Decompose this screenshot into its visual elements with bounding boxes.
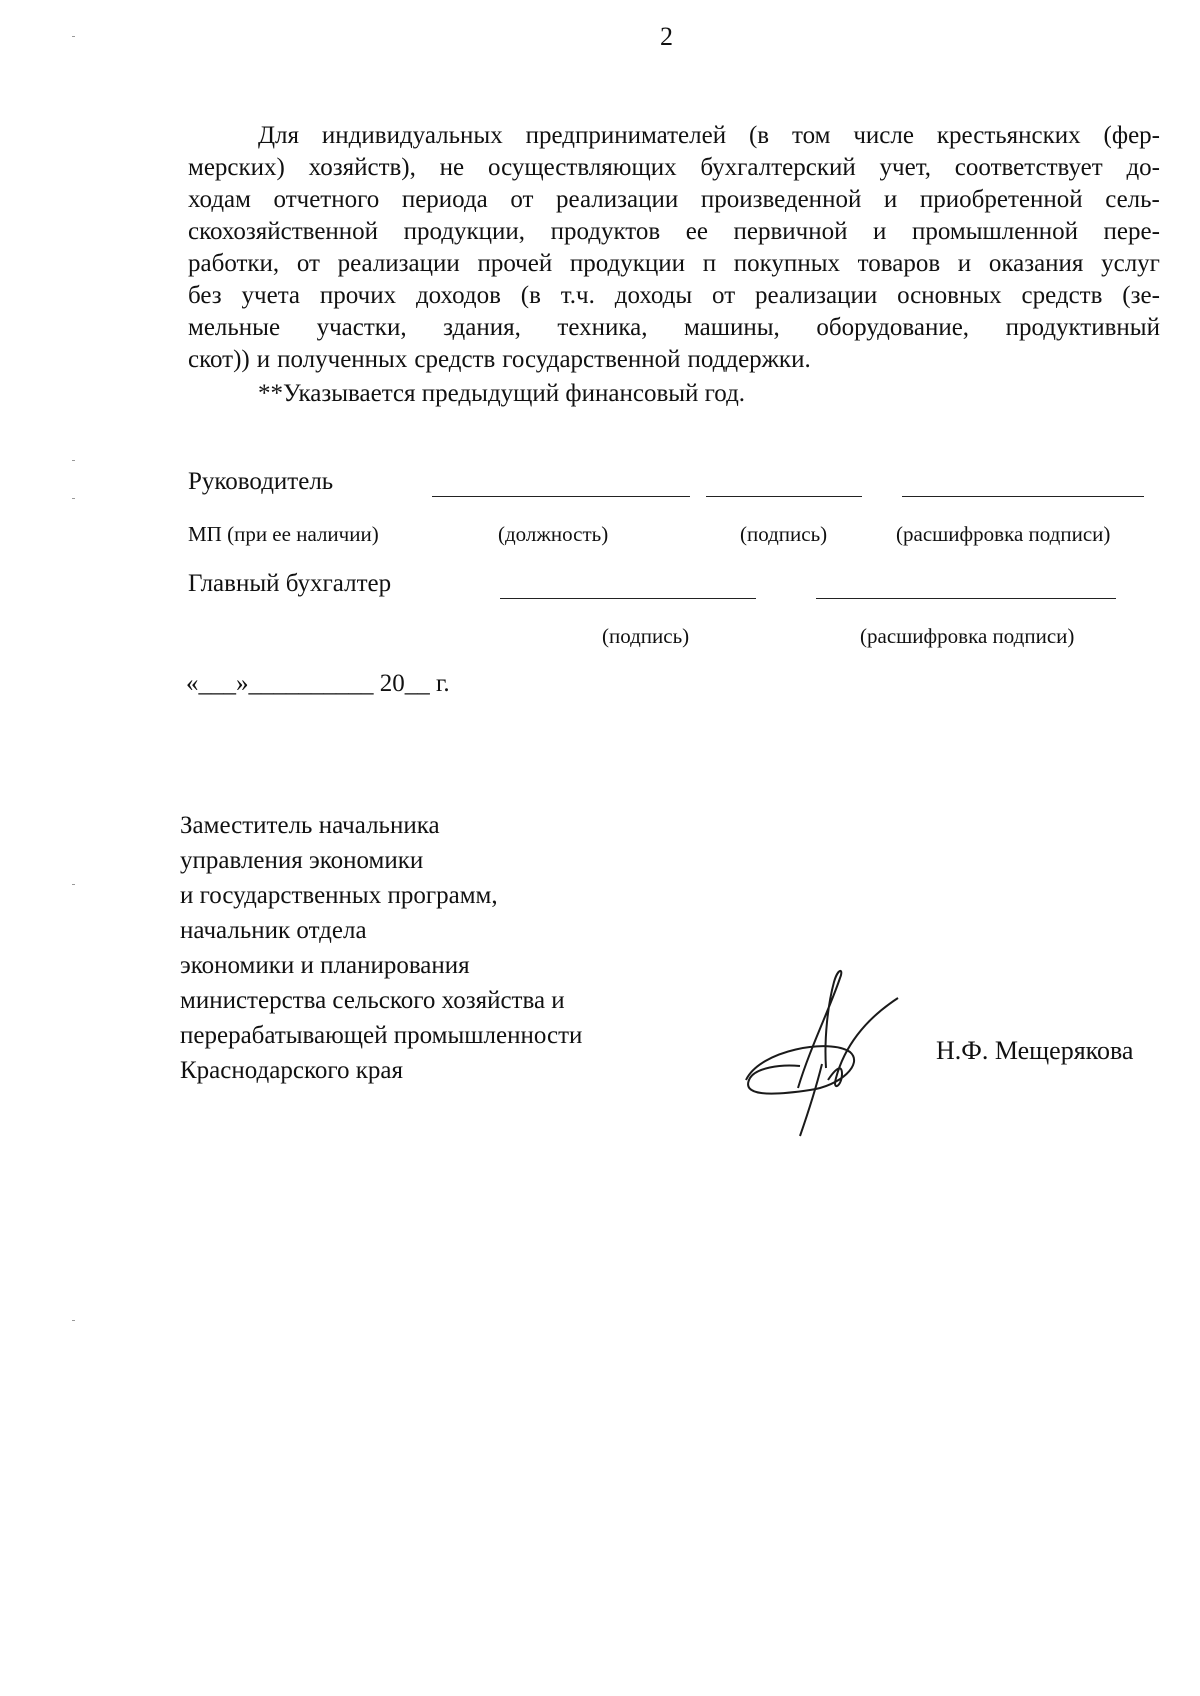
paragraph-line: [188, 344, 1160, 376]
paragraph-word: продуктов: [550, 218, 661, 245]
date-line: «___»__________ 20__ г.: [186, 670, 450, 697]
paragraph-line: [188, 312, 1160, 344]
paragraph-word: оборудование,: [816, 314, 970, 341]
paragraph-word: средств: [414, 346, 496, 373]
head-position-line: [432, 496, 690, 497]
stamp-label: МП (при ее наличии): [188, 522, 379, 546]
paragraph-word: и: [873, 218, 887, 245]
signer-title-line: и государственных программ,: [180, 882, 498, 909]
paragraph-word: работки,: [188, 250, 280, 277]
paragraph-word: (зе-: [1122, 282, 1160, 309]
paragraph-word: ходам: [188, 186, 251, 213]
paragraph-word: первичной: [733, 218, 848, 245]
paragraph-word: скохозяйственной: [188, 218, 379, 245]
paragraph-word: п: [702, 250, 717, 277]
accountant-decoding-caption: (расшифровка подписи): [860, 624, 1075, 648]
paragraph-word: продукции: [569, 250, 686, 277]
paragraph-word: скот)): [188, 346, 250, 373]
paragraph-line: [188, 280, 1160, 312]
paragraph-word: от: [510, 186, 534, 213]
paragraph-word: полученных: [277, 346, 408, 373]
paragraph-word: числе: [853, 122, 914, 149]
paragraph-word: крестьянских: [936, 122, 1081, 149]
paragraph-word: товаров: [857, 250, 941, 277]
paragraph-word: от: [712, 282, 736, 309]
paragraph-word: периода: [401, 186, 488, 213]
paragraph-word: пере-: [1103, 218, 1160, 245]
paragraph-word: осуществляющих: [487, 154, 677, 181]
signer-title-line: Заместитель начальника: [180, 812, 440, 839]
scan-speck: [72, 36, 75, 37]
paragraph-word: покупных: [733, 250, 840, 277]
signer-title-line: перерабатывающей промышленности: [180, 1022, 583, 1049]
footnote: **Указывается предыдущий финансовый год.: [258, 380, 746, 407]
accountant-label: Главный бухгалтер: [188, 570, 392, 597]
paragraph-word: государственной: [502, 346, 681, 373]
paragraph-word: прочей: [477, 250, 553, 277]
paragraph-word: участки,: [316, 314, 407, 341]
paragraph-word: и: [256, 346, 271, 373]
paragraph-word: техника,: [557, 314, 648, 341]
accountant-decoding-line: [816, 598, 1116, 599]
paragraph-word: (фер-: [1103, 122, 1160, 149]
accountant-signature-caption: (подпись): [602, 624, 690, 648]
paragraph-word: доходы: [614, 282, 693, 309]
paragraph-word: машины,: [684, 314, 780, 341]
paragraph-word: без: [188, 282, 222, 309]
paragraph-word: до-: [1126, 154, 1160, 181]
paragraph-line: [258, 120, 1160, 152]
scan-speck: [72, 884, 75, 885]
paragraph-word: реализации: [556, 186, 679, 213]
paragraph-word: учета: [241, 282, 301, 309]
paragraph-word: мерских): [188, 154, 285, 181]
head-signature-line: [706, 496, 862, 497]
paragraph-word: и: [883, 186, 898, 213]
paragraph-word: продукции,: [403, 218, 526, 245]
paragraph-word: от: [296, 250, 320, 277]
paragraph-word: оказания: [988, 250, 1084, 277]
paragraph-word: ее: [685, 218, 708, 245]
signer-title-line: начальник отдела: [180, 917, 367, 944]
paragraph-word: реализации: [755, 282, 878, 309]
paragraph-line: [188, 184, 1160, 216]
scan-speck: [72, 498, 75, 499]
paragraph-line: [188, 216, 1160, 248]
paragraph-word: учет,: [879, 154, 931, 181]
paragraph-word: бухгалтерский: [700, 154, 856, 181]
paragraph-word: Для: [258, 122, 300, 149]
paragraph-word: индивидуальных: [321, 122, 503, 149]
scan-speck: [72, 1320, 75, 1321]
paragraph-word: прочих: [319, 282, 397, 309]
accountant-signature-line: [500, 598, 756, 599]
head-signature-caption: (подпись): [740, 522, 828, 546]
head-label: Руководитель: [188, 468, 334, 495]
head-decoding-caption: (расшифровка подписи): [896, 522, 1111, 546]
signer-title-line: экономики и планирования: [180, 952, 470, 979]
paragraph-word: мельные: [188, 314, 281, 341]
paragraph-word: хозяйств),: [308, 154, 416, 181]
handwritten-signature: [740, 968, 910, 1138]
head-decoding-line: [902, 496, 1144, 497]
paragraph-word: основных: [897, 282, 1002, 309]
paragraph-word: средств: [1021, 282, 1103, 309]
paragraph-word: отчетного: [273, 186, 380, 213]
paragraph-word: реализации: [337, 250, 460, 277]
paragraph-word: приобретенной: [919, 186, 1083, 213]
paragraph-line: [188, 152, 1160, 184]
paragraph-word: промышленной: [911, 218, 1078, 245]
paragraph-line: [188, 248, 1160, 280]
page-number: 2: [660, 22, 673, 51]
paragraph-word: поддержки.: [687, 346, 811, 373]
paragraph-word: здания,: [443, 314, 521, 341]
paragraph-word: том: [792, 122, 831, 149]
scan-speck: [72, 460, 75, 461]
signer-title-line: министерства сельского хозяйства и: [180, 987, 565, 1014]
paragraph-word: (в: [748, 122, 770, 149]
paragraph-word: не: [439, 154, 465, 181]
paragraph-word: предпринимателей: [525, 122, 727, 149]
paragraph-word: и: [957, 250, 972, 277]
paragraph-word: произведенной: [700, 186, 862, 213]
signer-name: Н.Ф. Мещерякова: [936, 1036, 1134, 1065]
paragraph-word: продуктивный: [1005, 314, 1160, 341]
paragraph-word: сель-: [1105, 186, 1160, 213]
paragraph-word: т.ч.: [560, 282, 595, 309]
paragraph-word: соответствует: [954, 154, 1103, 181]
signer-title-line: управления экономики: [180, 847, 424, 874]
paragraph-word: доходов: [415, 282, 501, 309]
signer-title-line: Краснодарского края: [180, 1057, 403, 1084]
paragraph-word: (в: [520, 282, 541, 309]
head-position-caption: (должность): [498, 522, 609, 546]
paragraph-word: услуг: [1101, 250, 1160, 277]
